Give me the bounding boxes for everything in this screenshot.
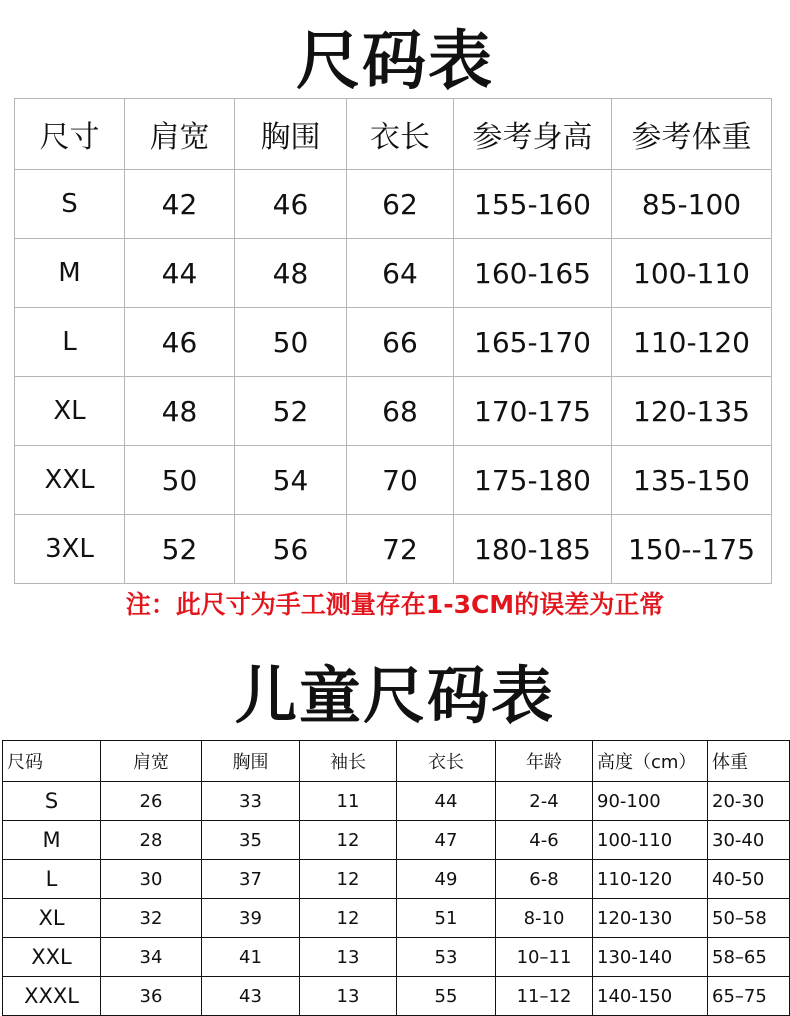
table-cell: 165-170: [454, 308, 612, 377]
table-cell: 4-6: [496, 821, 593, 860]
adult-size-table: [14, 98, 772, 584]
size-cell: S: [15, 170, 125, 239]
table-cell: 42: [125, 170, 235, 239]
table-row: [15, 446, 772, 515]
table-row: [3, 938, 790, 977]
table-cell: 35: [202, 821, 300, 860]
table-header-row: [3, 741, 790, 782]
table-row: [3, 860, 790, 899]
table-cell: 37: [202, 860, 300, 899]
table-cell: 68: [347, 377, 454, 446]
table-cell: 56: [235, 515, 347, 584]
kids-size-table: [2, 740, 790, 1016]
table-cell: 43: [202, 977, 300, 1016]
table-cell: 28: [101, 821, 202, 860]
table-cell: 12: [300, 821, 397, 860]
table-cell: 39: [202, 899, 300, 938]
table-row: [3, 977, 790, 1016]
table-cell: 85-100: [612, 170, 772, 239]
table-row: [3, 782, 790, 821]
table-cell: 55: [397, 977, 496, 1016]
table-cell: 36: [101, 977, 202, 1016]
table-cell: 49: [397, 860, 496, 899]
table-cell: 2-4: [496, 782, 593, 821]
header-cell: 参考身高: [454, 99, 612, 170]
table-cell: 48: [125, 377, 235, 446]
header-cell: 肩宽: [125, 99, 235, 170]
table-cell: 51: [397, 899, 496, 938]
measurement-error-note: 注：此尺寸为手工测量存在1-3CM的误差为正常: [125, 590, 665, 619]
table-cell: 40-50: [708, 860, 790, 899]
size-cell: XXL: [3, 938, 101, 977]
table-cell: 52: [125, 515, 235, 584]
table-cell: 11–12: [496, 977, 593, 1016]
table-cell: 32: [101, 899, 202, 938]
table-cell: 135-150: [612, 446, 772, 515]
table-cell: 34: [101, 938, 202, 977]
table-cell: 170-175: [454, 377, 612, 446]
size-cell: L: [15, 308, 125, 377]
table-row: [3, 821, 790, 860]
table-cell: 120-130: [593, 899, 708, 938]
adult-size-chart-title: 尺码表: [296, 25, 494, 99]
table-cell: 110-120: [612, 308, 772, 377]
table-row: [3, 899, 790, 938]
header-cell: 胸围: [235, 99, 347, 170]
size-cell: 3XL: [15, 515, 125, 584]
table-cell: 130-140: [593, 938, 708, 977]
table-cell: 44: [125, 239, 235, 308]
table-cell: 33: [202, 782, 300, 821]
table-header-row: [15, 99, 772, 170]
header-cell: 年龄: [496, 741, 593, 782]
header-cell: 尺寸: [15, 99, 125, 170]
table-cell: 90-100: [593, 782, 708, 821]
table-cell: 50: [235, 308, 347, 377]
table-cell: 30: [101, 860, 202, 899]
table-cell: 47: [397, 821, 496, 860]
size-cell: XXXL: [3, 977, 101, 1016]
table-cell: 20-30: [708, 782, 790, 821]
table-cell: 41: [202, 938, 300, 977]
table-cell: 140-150: [593, 977, 708, 1016]
size-cell: S: [3, 782, 101, 821]
table-cell: 160-165: [454, 239, 612, 308]
header-cell: 胸围: [202, 741, 300, 782]
table-cell: 12: [300, 899, 397, 938]
table-cell: 175-180: [454, 446, 612, 515]
table-cell: 44: [397, 782, 496, 821]
header-cell: 体重: [708, 741, 790, 782]
table-cell: 52: [235, 377, 347, 446]
table-cell: 50–58: [708, 899, 790, 938]
table-cell: 155-160: [454, 170, 612, 239]
size-cell: M: [15, 239, 125, 308]
table-cell: 6-8: [496, 860, 593, 899]
table-cell: 65–75: [708, 977, 790, 1016]
table-cell: 46: [125, 308, 235, 377]
table-row: [15, 308, 772, 377]
header-cell: 尺码: [3, 741, 101, 782]
table-cell: 100-110: [593, 821, 708, 860]
table-cell: 62: [347, 170, 454, 239]
table-cell: 64: [347, 239, 454, 308]
table-cell: 100-110: [612, 239, 772, 308]
header-cell: 高度（cm）: [593, 741, 708, 782]
table-cell: 13: [300, 977, 397, 1016]
table-cell: 53: [397, 938, 496, 977]
table-cell: 13: [300, 938, 397, 977]
table-cell: 150--175: [612, 515, 772, 584]
table-cell: 70: [347, 446, 454, 515]
header-cell: 参考体重: [612, 99, 772, 170]
size-cell: M: [3, 821, 101, 860]
table-row: [15, 377, 772, 446]
table-cell: 48: [235, 239, 347, 308]
table-cell: 66: [347, 308, 454, 377]
table-cell: 50: [125, 446, 235, 515]
table-cell: 10–11: [496, 938, 593, 977]
table-cell: 72: [347, 515, 454, 584]
table-cell: 30-40: [708, 821, 790, 860]
table-cell: 8-10: [496, 899, 593, 938]
table-cell: 11: [300, 782, 397, 821]
table-cell: 110-120: [593, 860, 708, 899]
table-cell: 54: [235, 446, 347, 515]
table-cell: 46: [235, 170, 347, 239]
header-cell: 肩宽: [101, 741, 202, 782]
size-cell: XL: [3, 899, 101, 938]
table-row: [15, 170, 772, 239]
table-row: [15, 515, 772, 584]
header-cell: 衣长: [397, 741, 496, 782]
size-cell: L: [3, 860, 101, 899]
table-cell: 12: [300, 860, 397, 899]
size-cell: XXL: [15, 446, 125, 515]
size-cell: XL: [15, 377, 125, 446]
kids-size-chart-title: 儿童尺码表: [234, 659, 555, 732]
table-cell: 180-185: [454, 515, 612, 584]
table-row: [15, 239, 772, 308]
header-cell: 衣长: [347, 99, 454, 170]
table-cell: 120-135: [612, 377, 772, 446]
header-cell: 袖长: [300, 741, 397, 782]
table-cell: 26: [101, 782, 202, 821]
table-cell: 58–65: [708, 938, 790, 977]
